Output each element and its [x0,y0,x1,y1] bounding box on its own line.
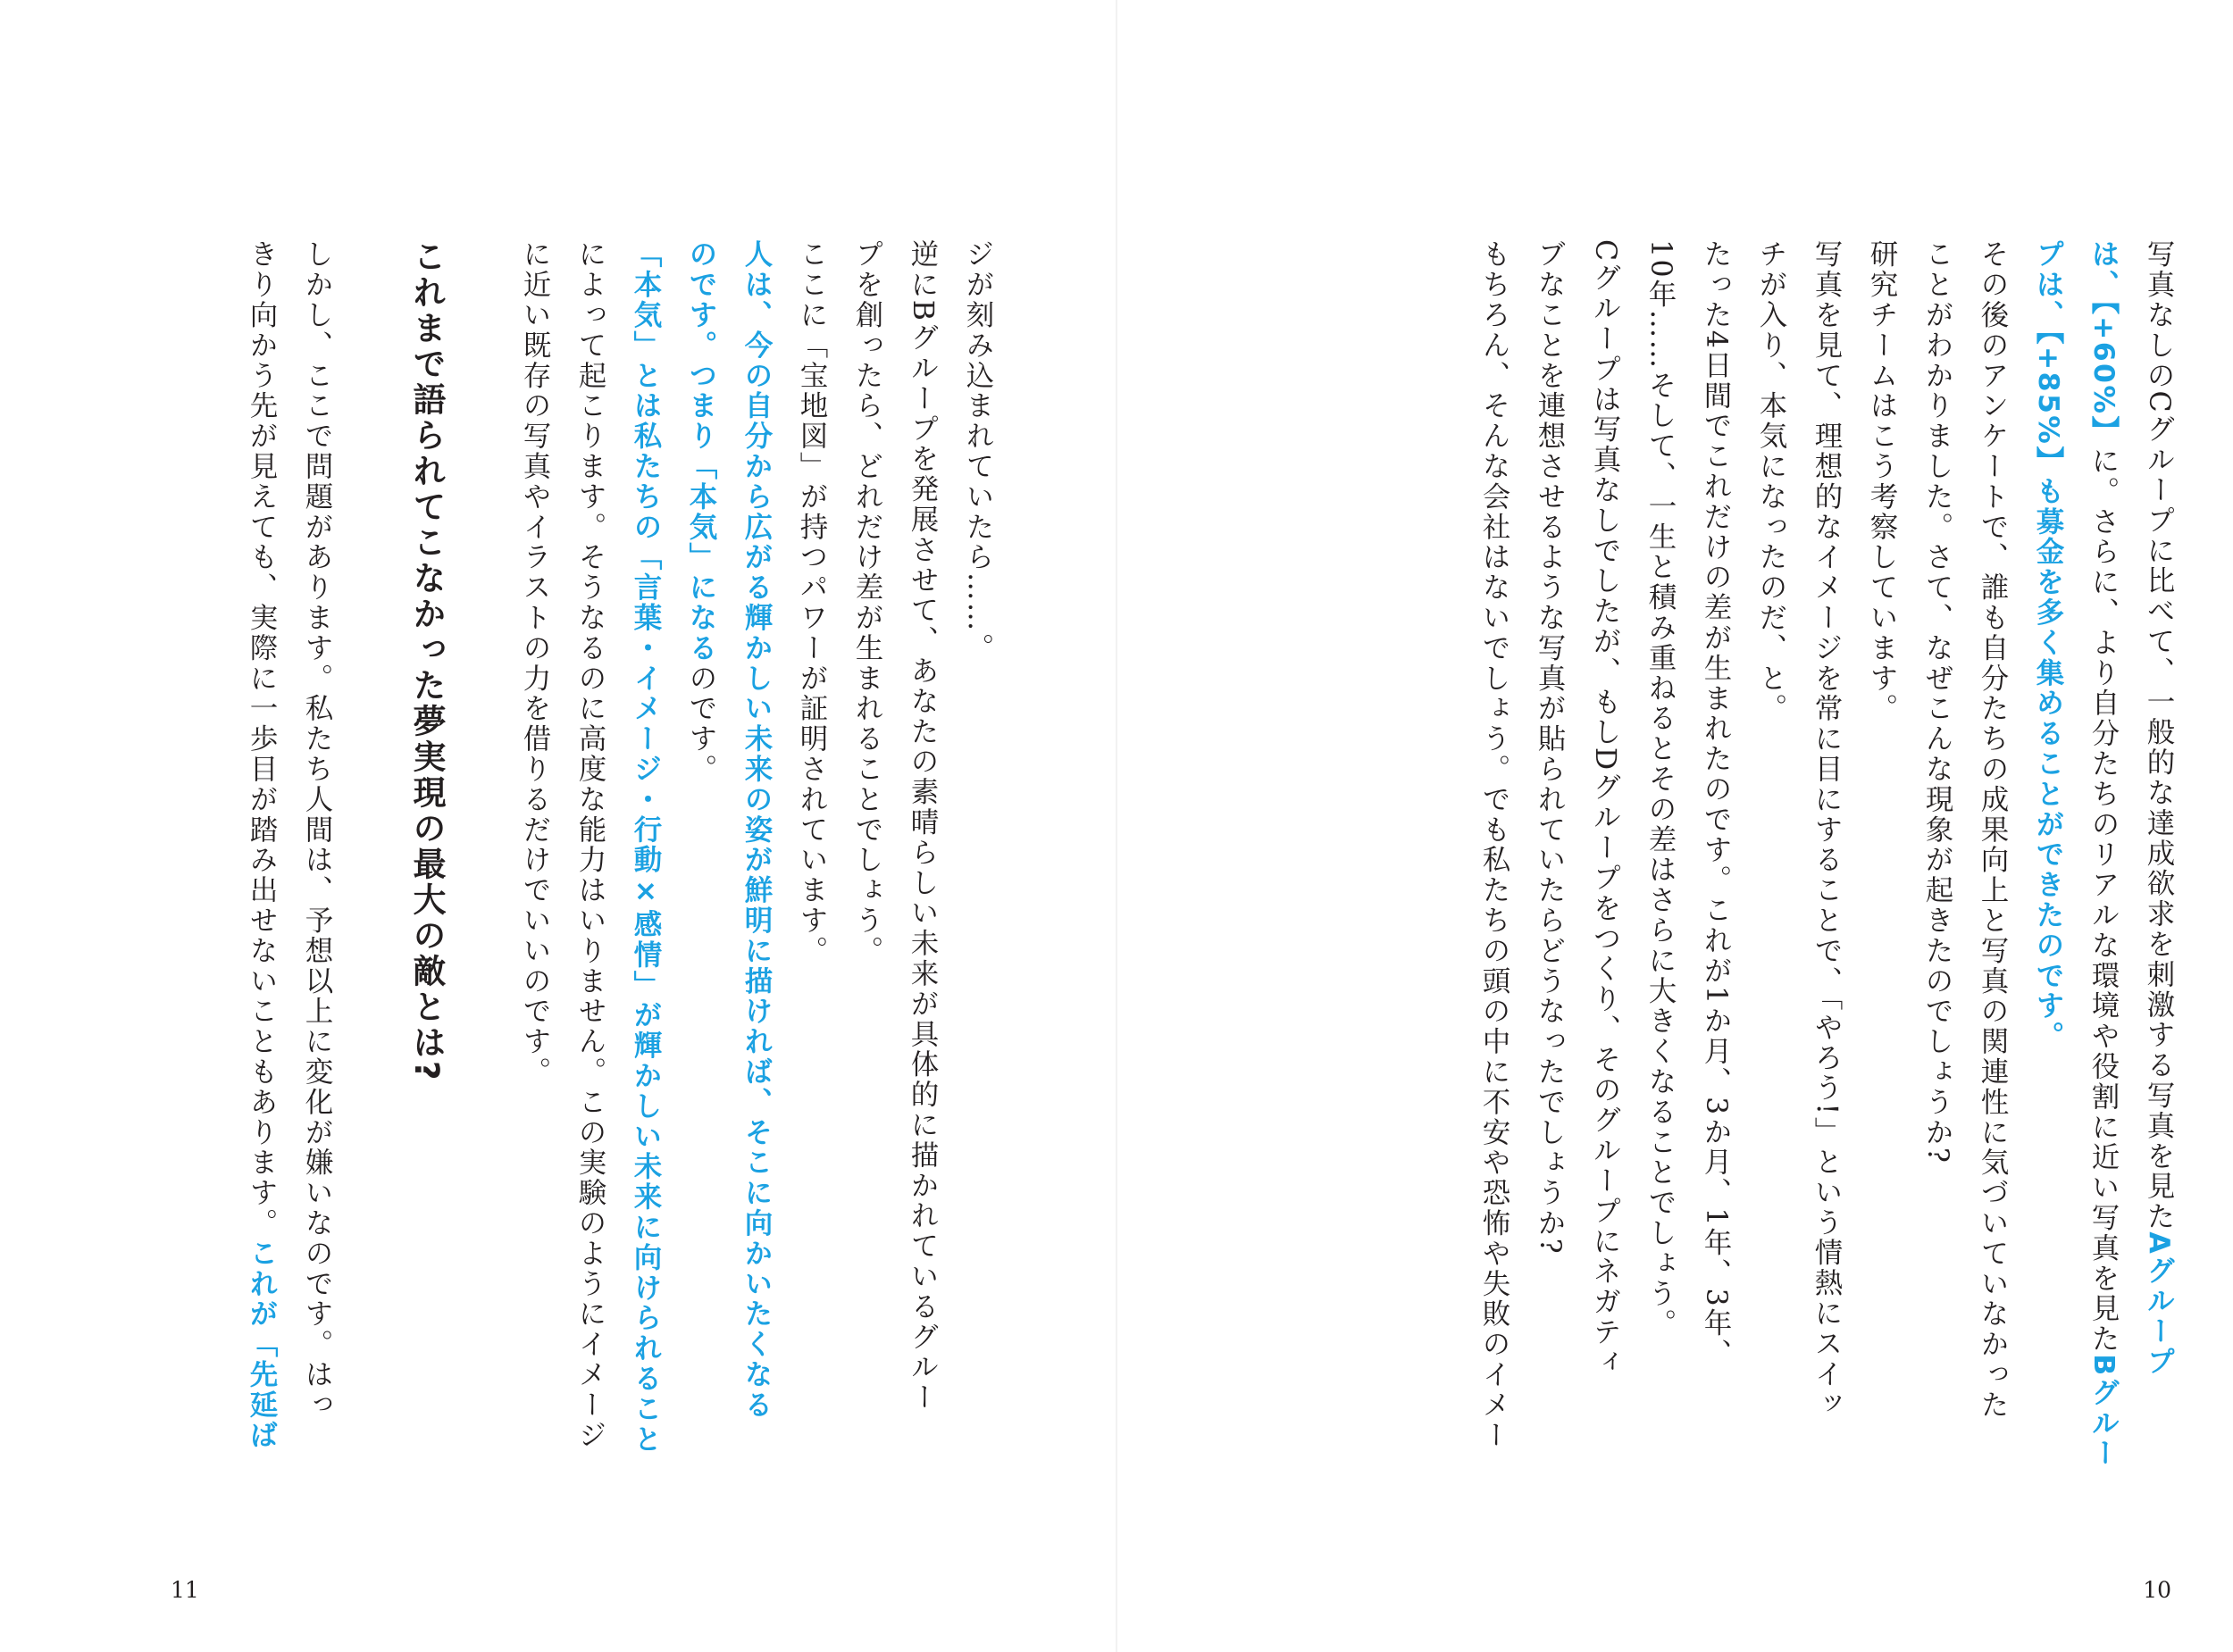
section-heading [398,239,454,1489]
text-line [1522,239,1577,1489]
highlighted-text: は、【+60%】 [2087,239,2120,446]
text-line [1799,239,1854,1489]
text-segment: 写真を見て、理想的なイメージを常に目にすることで、「やろう!」という情熱にスイッ [1811,239,1843,1420]
text-line [1910,239,1965,1489]
highlighted-text: これが「先延ば [246,1238,278,1451]
highlighted-text: 人は、今の自分から広がる輝かしい未来の姿が鮮明に描ければ、そこに向かいたくなる [740,239,773,1421]
text-line [784,239,840,1489]
text-segment: ここに「宝地図」が持つパワーが証明されています。 [796,239,828,966]
highlighted-text: 「本気」とは私たちの「言葉・イメージ・行動×感情」が輝かしい未来に向けられること [630,239,662,1455]
text-segment: ことがわかりました。さて、なぜこんな現象が起きたのでしょうか? [1921,239,1953,1165]
text-line [289,239,345,1489]
text-line [234,239,289,1489]
text-line [1854,239,1910,1489]
text-line [1688,239,1744,1489]
right-page [1118,0,2233,1652]
text-segment: しかし、ここで問題があります。私たち人間は、予想以上に変化が嫌いなのです。はっ [301,239,333,1421]
text-line [1965,239,2020,1489]
text-segment: 10年……そして、一生と積み重ねるとその差はさらに大きくなることでしょう。 [1644,239,1677,1339]
text-segment: ブなことを連想させるような写真が貼られていたらどうなったでしょうか? [1534,239,1566,1256]
text-segment: その後のアンケートで、誰も自分たちの成果向上と写真の関連性に気づいていなかった [1977,239,2009,1421]
text-line [1633,239,1688,1489]
text-line [673,239,729,1489]
text-line [2076,239,2131,1489]
text-segment: チが入り、本気になったのだ、と。 [1755,239,1787,724]
text-line [1744,239,1799,1489]
right-page-body-text [1467,239,2187,1489]
text-segment: きり向かう先が見えても、実際に一歩目が踏み出せないこともあります。 [246,239,278,1239]
text-line [729,239,784,1489]
text-segment: に近い既存の写真やイラストの力を借りるだけでいいのです。 [519,239,551,1088]
text-line [2020,239,2076,1489]
highlighted-text: のです。つまり「本気」になる [685,239,717,663]
highlighted-text: プは、【+85%】も募金を多く集めることができたのです。 [2032,239,2064,1052]
page-number: 10 [2143,1577,2171,1603]
highlighted-text: Aグループ [2143,1231,2175,1377]
text-line [507,239,563,1489]
text-line [563,239,618,1489]
page-number: 11 [171,1577,199,1603]
text-line [950,239,1006,1489]
text-segment: これまで語られてこなかった夢実現の最大の敵とは? [407,239,446,1083]
text-line [840,239,895,1489]
left-page [0,0,1115,1652]
text-segment: プを創ったら、どれだけ差が生まれることでしょう。 [851,239,883,966]
text-line [895,239,950,1489]
text-segment: 研究チームはこう考察しています。 [1866,239,1898,724]
text-line [2131,239,2187,1489]
highlighted-text: Bグルー [2087,1354,2120,1469]
text-segment: のです。 [685,663,717,785]
text-segment: もちろん、そんな会社はないでしょう。でも私たちの頭の中に不安や恐怖や失敗のイメー [1478,239,1510,1450]
page-fold [1116,0,1117,1652]
text-segment: ジが刻み込まれていたら……。 [962,239,994,663]
left-page-body-text [234,239,1006,1489]
text-segment: Cグループは写真なしでしたが、もしDグループをつくり、そのグループにネガティ [1589,239,1621,1378]
text-segment: 写真なしのCグループに比べて、一般的な達成欲求を刺激する写真を見た [2143,239,2175,1232]
text-line [618,239,673,1489]
text-segment: に。さらに、より自分たちのリアルな環境や役割に近い写真を見た [2087,446,2120,1355]
text-line [1577,239,1633,1489]
text-segment: たった4日間でこれだけの差が生まれたのです。これが1か月、3か月、1年、3年、 [1700,239,1732,1369]
text-segment: 逆にBグループを発展させて、あなたの素晴らしい未来が具体的に描かれているグルー [907,239,939,1413]
text-segment: によって起こります。そうなるのに高度な能力はいりません。この実験のようにイメージ [574,239,606,1450]
text-line [1467,239,1522,1489]
